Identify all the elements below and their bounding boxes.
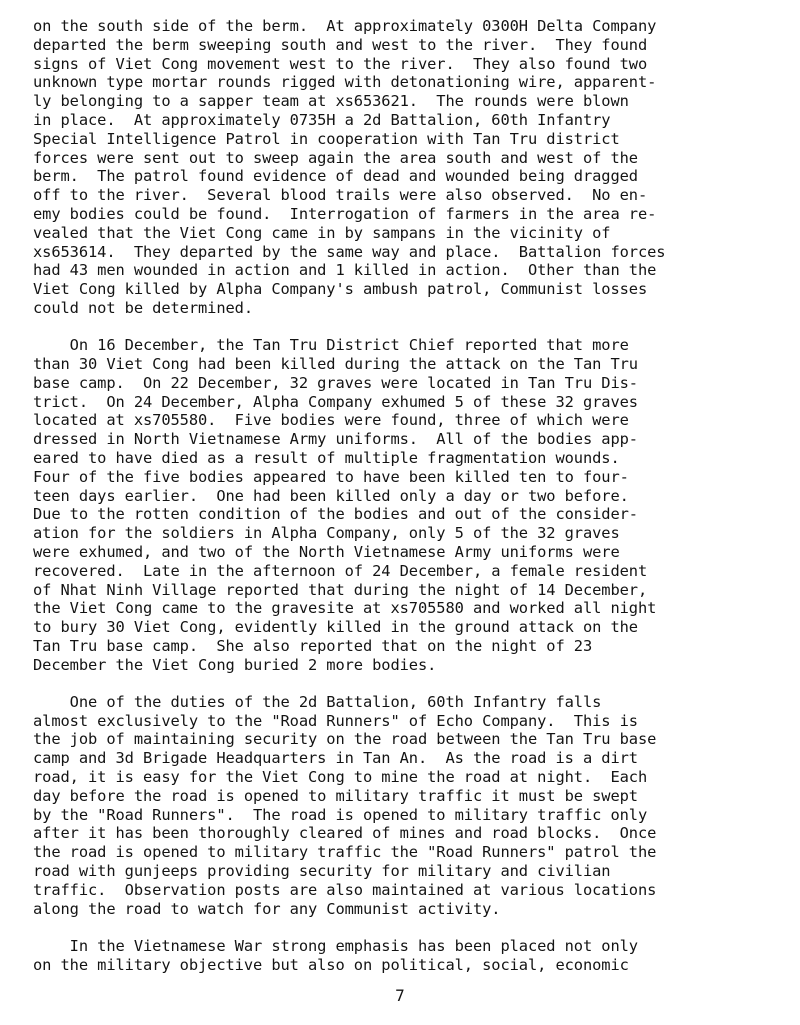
paragraph: [33, 17, 773, 318]
paragraph: [33, 336, 773, 674]
text-line: recovered. Late in the afternoon of 24 December, a female resident: [33, 561, 648, 580]
text-line: the job of maintaining security on the road between the Tan Tru base: [33, 730, 657, 749]
text-line: almost exclusively to the "Road Runners" of Echo Company. This is: [33, 711, 638, 730]
text-line: Tan Tru base camp. She also reported that on the night of 23: [33, 636, 593, 655]
text-line: along the road to watch for any Communist activity.: [33, 899, 501, 918]
text-line: camp and 3d Brigade Headquarters in Tan An. As the road is a dirt: [33, 749, 638, 768]
text-line: teen days earlier. One had been killed only a day or two before.: [33, 486, 629, 505]
text-line: the road is opened to military traffic the "Road Runners" patrol the: [33, 843, 657, 862]
text-line: of Nhat Ninh Village reported that during the night of 14 December,: [33, 580, 648, 599]
text-line: dressed in North Vietnamese Army uniforms. All of the bodies app-: [33, 430, 638, 449]
text-line: base camp. On 22 December, 32 graves were located in Tan Tru Dis-: [33, 373, 638, 392]
text-line: day before the road is opened to military traffic it must be swept: [33, 786, 638, 805]
text-line: unknown type mortar rounds rigged with detonationing wire, apparent-: [33, 73, 657, 92]
paragraph-gap: [33, 674, 773, 692]
text-line: On 16 December, the Tan Tru District Chief reported that more: [33, 336, 629, 355]
text-line: departed the berm sweeping south and west to the river. They found: [33, 35, 648, 54]
text-line: In the Vietnamese War strong emphasis has been placed not only: [33, 936, 638, 955]
text-line: Four of the five bodies appeared to have been killed ten to four-: [33, 467, 629, 486]
text-line: had 43 men wounded in action and 1 killed in action. Other than the: [33, 261, 657, 280]
text-line: off to the river. Several blood trails were also observed. No en-: [33, 186, 648, 205]
text-line: located at xs705580. Five bodies were found, three of which were: [33, 411, 629, 430]
paragraph: [33, 693, 773, 919]
text-line: emy bodies could be found. Interrogation of farmers in the area re-: [33, 204, 657, 223]
page-number: 7: [395, 986, 405, 1005]
text-line: vealed that the Viet Cong came in by sampans in the vicinity of: [33, 223, 611, 242]
paragraph: [33, 937, 773, 975]
text-line: by the "Road Runners". The road is opened to military traffic only: [33, 805, 648, 824]
text-line: Due to the rotten condition of the bodies and out of the consider-: [33, 505, 638, 524]
paragraph-gap: [33, 318, 773, 336]
text-line: the Viet Cong came to the gravesite at xs705580 and worked all night: [33, 599, 657, 618]
text-line: to bury 30 Viet Cong, evidently killed in the ground attack on the: [33, 618, 638, 637]
text-line: ly belonging to a sapper team at xs653621. The rounds were blown: [33, 92, 629, 111]
text-line: Viet Cong killed by Alpha Company's ambush patrol, Communist losses: [33, 280, 648, 299]
text-line: could not be determined.: [33, 298, 253, 317]
text-line: after it has been thoroughly cleared of mines and road blocks. Once: [33, 824, 657, 843]
text-line: were exhumed, and two of the North Vietnamese Army uniforms were: [33, 542, 620, 561]
text-line: eared to have died as a result of multiple fragmentation wounds.: [33, 448, 620, 467]
text-line: berm. The patrol found evidence of dead and wounded being dragged: [33, 167, 638, 186]
text-line: road, it is easy for the Viet Cong to mine the road at night. Each: [33, 768, 648, 787]
text-line: in place. At approximately 0735H a 2d Battalion, 60th Infantry: [33, 110, 611, 129]
text-line: trict. On 24 December, Alpha Company exhumed 5 of these 32 graves: [33, 392, 638, 411]
text-line: ation for the soldiers in Alpha Company, only 5 of the 32 graves: [33, 524, 620, 543]
document-body: [33, 17, 773, 974]
text-line: xs653614. They departed by the same way and place. Battalion forces: [33, 242, 666, 261]
text-line: December the Viet Cong buried 2 more bodies.: [33, 655, 437, 674]
text-line: than 30 Viet Cong had been killed during the attack on the Tan Tru: [33, 354, 638, 373]
text-line: traffic. Observation posts are also maintained at various locations: [33, 880, 657, 899]
text-line: on the military objective but also on political, social, economic: [33, 955, 629, 974]
paragraph-gap: [33, 918, 773, 936]
text-line: One of the duties of the 2d Battalion, 60th Infantry falls: [33, 692, 602, 711]
text-line: forces were sent out to sweep again the area south and west of the: [33, 148, 638, 167]
text-line: road with gunjeeps providing security for military and civilian: [33, 862, 611, 881]
text-line: on the south side of the berm. At approximately 0300H Delta Company: [33, 17, 657, 35]
text-line: signs of Viet Cong movement west to the river. They also found two: [33, 54, 648, 73]
text-line: Special Intelligence Patrol in cooperation with Tan Tru district: [33, 129, 620, 148]
